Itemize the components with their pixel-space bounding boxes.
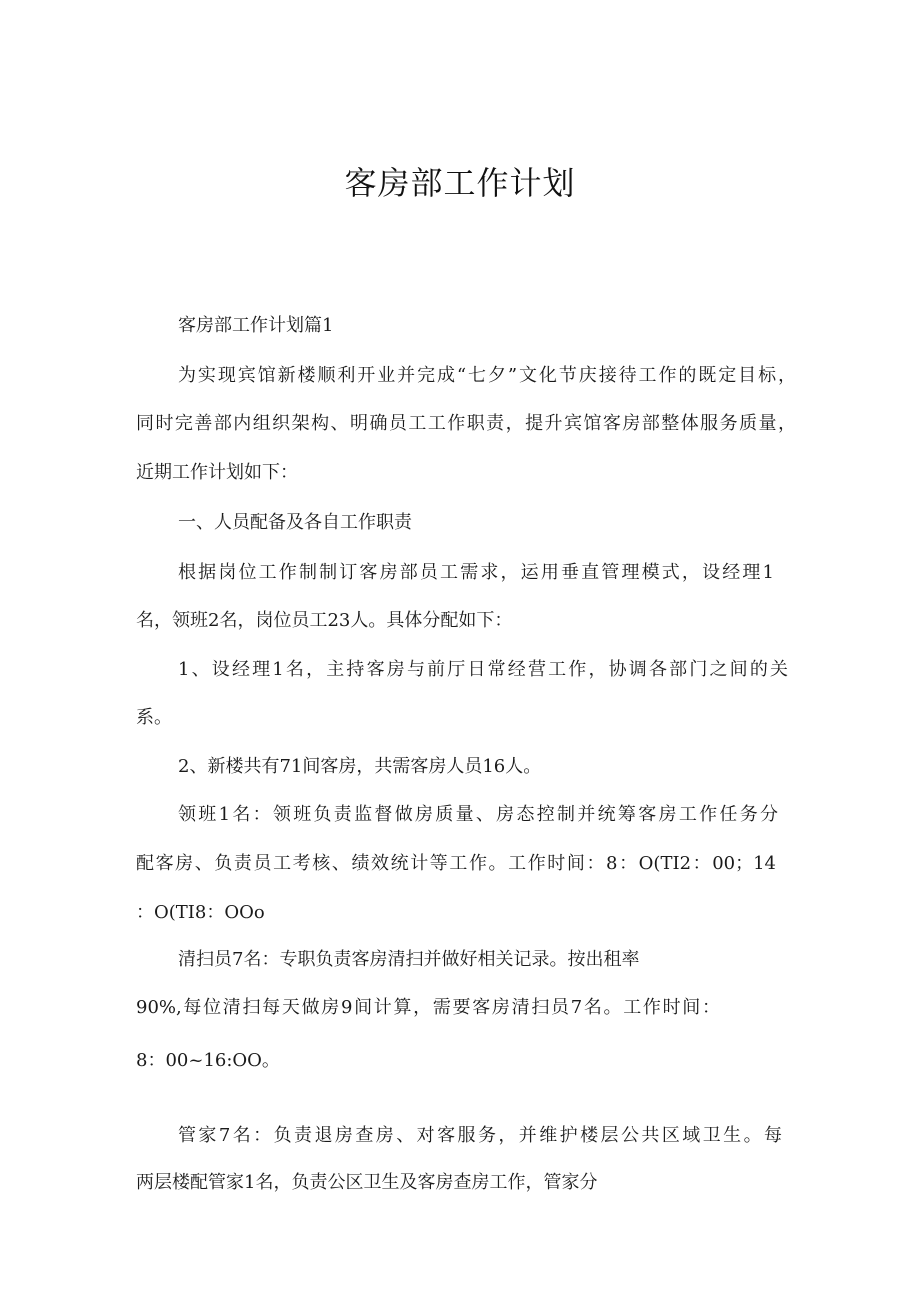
paragraph-line: 90%,每位清扫每天做房9间计算，需要客房清扫员7名。工作时间：: [136, 997, 720, 1018]
paragraph-line: 2、新楼共有71间客房，共需客房人员16人。: [178, 756, 542, 777]
paragraph-line: 管家7名：负责退房查房、对客服务，并维护楼层公共区域卫生。每: [178, 1125, 782, 1146]
paragraph-line: 领班1名：领班负责监督做房质量、房态控制并统筹客房工作任务分: [178, 804, 778, 825]
paragraph-line: 系。: [136, 707, 172, 728]
paragraph-line: 8：00~16:OO。: [136, 1050, 280, 1071]
paragraph-line: 为实现宾馆新楼顺利开业并完成“七夕”文化节庆接待工作的既定目标，: [178, 365, 796, 386]
paragraph-line: 配客房、负责员工考核、绩效统计等工作。工作时间：8：O(TI2：00；14: [136, 853, 776, 874]
section-heading: 客房部工作计划篇1: [178, 315, 334, 336]
section-heading: 一、人员配备及各自工作职责: [178, 512, 412, 533]
document-title: 客房部工作计划: [344, 164, 576, 202]
paragraph-line: 两层楼配管家1名，负责公区卫生及客房查房工作，管家分: [136, 1172, 598, 1193]
paragraph-line: 根据岗位工作制制订客房部员工需求，运用垂直管理模式，设经理1: [178, 562, 774, 583]
paragraph-line: 近期工作计划如下：: [136, 462, 298, 483]
paragraph-line: ：O(TI8：OOo: [136, 902, 265, 923]
paragraph-line: 1、设经理1名，主持客房与前厅日常经营工作，协调各部门之间的关: [178, 659, 788, 680]
paragraph-line: 名，领班2名，岗位员工23人。具体分配如下：: [136, 610, 513, 631]
paragraph-line: 同时完善部内组织架构、明确员工工作职责，提升宾馆客房部整体服务质量，: [136, 413, 796, 434]
paragraph-line: 清扫员7名：专职负责客房清扫并做好相关记录。按出租率: [178, 949, 640, 970]
